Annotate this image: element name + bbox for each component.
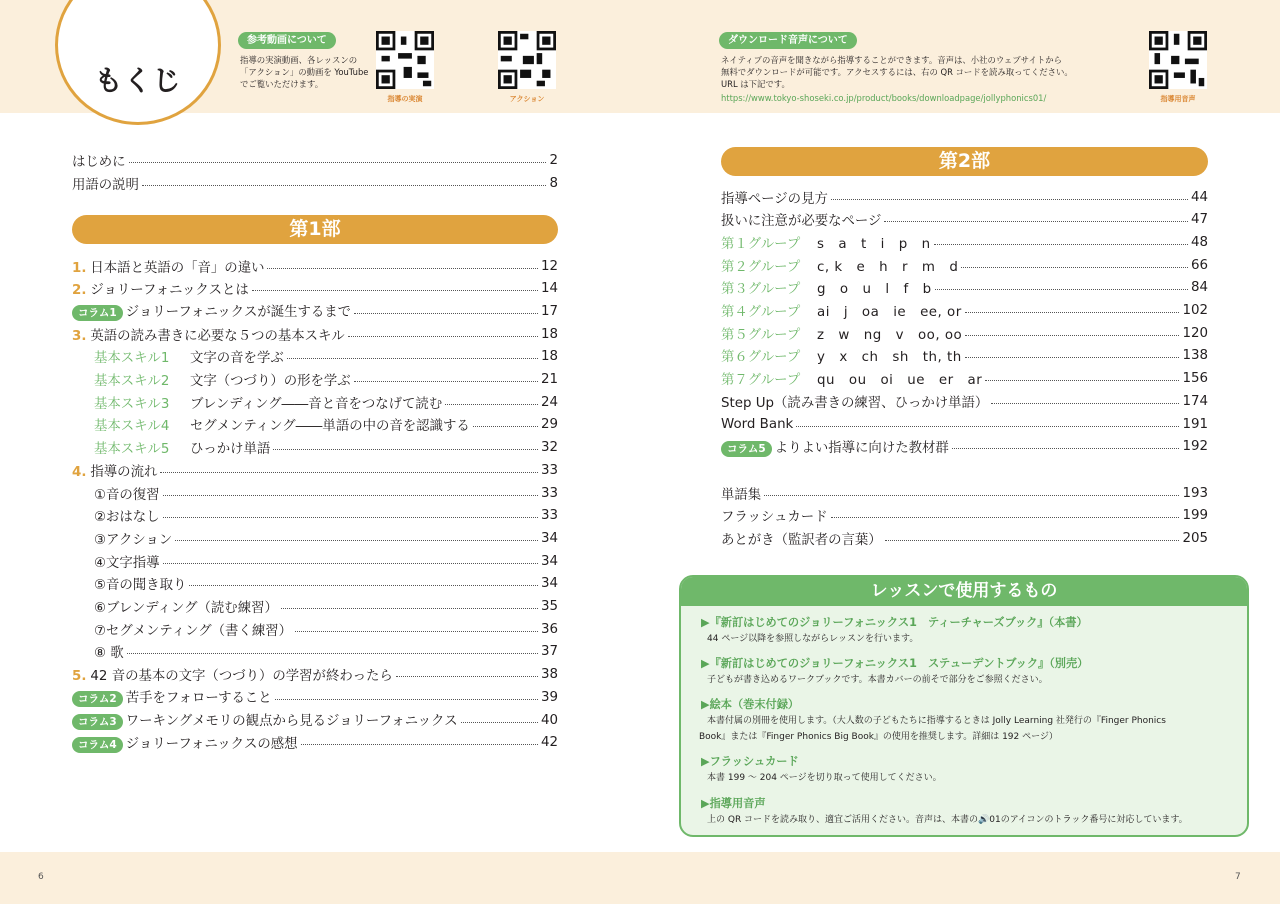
toc-page-number: 102 [1182, 303, 1208, 318]
toc-entry[interactable] [94, 437, 558, 459]
toc-entry-label: フラッシュカード [721, 510, 828, 526]
qr-code-teaching-demo[interactable] [376, 31, 434, 89]
toc-entry[interactable] [94, 391, 558, 413]
toc-entry-label: 基本スキル1 文字の音を学ぶ [94, 347, 284, 366]
toc-entry[interactable] [72, 732, 558, 754]
group-label: 第１グループ [721, 236, 801, 252]
lesson-item-title: ▶『新訂はじめてのジョリーフォニックス1 ステューデントブック』（別売） [701, 657, 1089, 670]
toc-page-number: 38 [540, 667, 558, 683]
download-label: ダウンロード音声について [719, 32, 857, 49]
group-label: 第４グループ [721, 305, 801, 320]
group-label: 第３グループ [721, 282, 801, 298]
toc-entry[interactable] [94, 596, 558, 618]
toc-page-number: 192 [1182, 439, 1208, 455]
leader-dots [396, 676, 538, 677]
toc-entry[interactable] [721, 505, 1208, 527]
part2-heading: 第2部 [721, 147, 1208, 176]
toc-entry-label: ⑥ブレンディング（読む練習） [94, 601, 278, 616]
leader-dots [252, 290, 538, 291]
toc-entry-label: 基本スキル5 ひっかけ単語 [94, 438, 270, 457]
toc-page-number: 42 [540, 735, 558, 751]
leader-dots [163, 517, 538, 518]
toc-entry-number: 1. [72, 260, 87, 276]
toc-entry-label: ③アクション [94, 532, 173, 548]
toc-entry[interactable] [721, 345, 1208, 367]
leader-dots [163, 563, 538, 564]
toc-entry-label [721, 256, 958, 275]
page-number-left: 6 [38, 872, 44, 882]
toc-entry[interactable] [94, 527, 558, 549]
leader-dots [796, 426, 1179, 427]
ref-video-desc-1: 指導の実演動画、各レッスンの [240, 55, 358, 65]
lesson-item-desc: Book』または『Finger Phonics Big Book』の使用を推奨します。詳細は 192 ページ） [699, 732, 1058, 742]
toc-entry[interactable] [94, 618, 558, 640]
toc-entry-label: コラム1 ジョリーフォニックスが誕生するまで [72, 301, 351, 321]
toc-entry[interactable] [94, 505, 558, 527]
toc-entry[interactable] [721, 436, 1208, 458]
toc-page-number: 34 [540, 553, 558, 569]
leader-dots [273, 449, 538, 450]
download-url[interactable]: https://www.tokyo-shoseki.co.jp/product/books/downloadpage/jollyphonics01/ [721, 93, 1047, 103]
toc-entry[interactable] [721, 277, 1208, 299]
toc-entry-label [721, 233, 931, 252]
leader-dots [295, 631, 538, 632]
toc-entry[interactable] [94, 414, 558, 436]
toc-entry-label: ⑧ 歌 [94, 646, 124, 662]
toc-page-number: 12 [540, 258, 558, 274]
toc-entry-label: 4. 指導の流れ [72, 464, 158, 480]
leader-dots [965, 357, 1180, 358]
toc-page-number: 138 [1182, 348, 1208, 364]
leader-dots [884, 221, 1188, 222]
phonics-letters: ai j oa ie ee, or [817, 305, 962, 320]
ref-video-desc-2: 「アクション」の動画を YouTube [240, 67, 369, 77]
toc-page-number: 40 [540, 712, 558, 728]
toc-entry[interactable] [72, 709, 558, 731]
leader-dots [831, 199, 1188, 200]
toc-entry[interactable] [72, 278, 558, 300]
part1-heading: 第1部 [72, 215, 558, 244]
phonics-letters: g o u l f b [817, 282, 932, 298]
toc-entry[interactable] [94, 369, 558, 391]
toc-page-number: 205 [1182, 530, 1208, 546]
toc-entry-number: 5. [72, 669, 87, 685]
toc-entry[interactable] [721, 186, 1208, 208]
leader-dots [473, 426, 538, 427]
skill-label: 基本スキル2 [94, 374, 170, 389]
toc-page-number: 191 [1182, 416, 1208, 432]
toc-entry[interactable]: はじめに 2 [72, 152, 558, 170]
leader-dots [348, 336, 538, 337]
toc-entry[interactable] [72, 686, 558, 708]
toc-entry[interactable] [72, 300, 558, 322]
leader-dots [267, 268, 537, 269]
download-desc-3: URL は下記です。 [721, 79, 790, 89]
toc-entry-label: 指導ページの見方 [721, 191, 828, 207]
toc-entry-label: 5. 42 音の基本の文字（つづり）の学習が終わったら [72, 669, 393, 685]
ref-video-desc-3: でご覧いただけます。 [240, 79, 324, 89]
toc-page-number: 33 [540, 485, 558, 501]
toc-entry-label: 基本スキル3 ブレンディング――音と音をつなげて読む [94, 393, 442, 412]
leader-dots [965, 335, 1179, 336]
qr-code-audio[interactable] [1149, 31, 1207, 89]
lesson-item-title: ▶『新訂はじめてのジョリーフォニックス1 ティーチャーズブック』（本書） [701, 616, 1088, 629]
column-badge: コラム3 [72, 714, 123, 730]
toc-entry-label: コラム5 よりよい指導に向けた教材群 [721, 437, 949, 457]
leader-dots [160, 472, 538, 473]
lesson-item-desc: 本書 199 ～ 204 ページを切り取って使用してください。 [707, 773, 942, 783]
download-desc-2: 無料でダウンロードが可能です。アクセスするには、右の QR コードを読み取ってください。 [721, 67, 1073, 77]
leader-dots [163, 495, 538, 496]
toc-entry-label [721, 324, 962, 343]
phonics-letters: s a t i p n [817, 236, 931, 252]
toc-entry-label: 基本スキル4 セグメンティング――単語の中の音を認識する [94, 415, 470, 434]
leader-dots [445, 404, 538, 405]
toc-entry-label [721, 301, 962, 320]
toc-entry[interactable]: 用語の説明 8 [72, 175, 558, 193]
toc-entry-number: 2. [72, 283, 87, 299]
leader-dots [885, 540, 1180, 541]
toc-entry-label: コラム2 苦手をフォローすること [72, 687, 272, 707]
toc-page-number: 39 [540, 689, 558, 705]
toc-page-number: 14 [540, 281, 558, 297]
group-label: 第２グループ [721, 259, 801, 275]
toc-entry[interactable] [721, 390, 1208, 412]
toc-entry[interactable] [94, 346, 558, 368]
column-badge: コラム4 [72, 737, 123, 753]
toc-entry-label: 基本スキル2 文字（つづり）の形を学ぶ [94, 370, 351, 389]
toc-entry-label: ④文字指導 [94, 555, 160, 571]
leader-dots [934, 244, 1188, 245]
toc-entry-label [721, 346, 962, 365]
download-desc-1: ネイティブの音声を聞きながら指導することができます。音声は、小社のウェブサイトから [721, 55, 1062, 65]
leader-dots [354, 313, 538, 314]
toc-entry-label: ②おはなし [94, 510, 160, 526]
toc-page-number: 199 [1182, 508, 1208, 524]
toc-entry[interactable] [72, 459, 558, 481]
lesson-materials-box [679, 575, 1249, 837]
toc-page-number: 34 [540, 530, 558, 546]
leader-dots [175, 540, 538, 541]
toc-page-number: 18 [540, 349, 558, 365]
leader-dots [935, 289, 1188, 290]
toc-page-number: 47 [1190, 212, 1208, 228]
leader-dots [287, 358, 538, 359]
leader-dots [127, 653, 538, 654]
leader-dots [301, 744, 538, 745]
page-number-right: 7 [1235, 872, 1241, 882]
leader-dots [991, 403, 1179, 404]
toc-entry[interactable] [721, 368, 1208, 390]
group-label: 第７グループ [721, 373, 801, 389]
leader-dots [985, 380, 1179, 381]
toc-entry[interactable] [94, 550, 558, 572]
lesson-item-title: ▶絵本（巻末付録） [701, 698, 800, 711]
toc-page-number: 34 [540, 576, 558, 592]
lesson-item-desc: 本書付属の別冊を使用します。（大人数の子どもたちに指導するときは Jolly Learning 社発行の『Finger Phonics [707, 716, 1166, 726]
toc-entry-number: 3. [72, 328, 87, 344]
toc-page-number: 120 [1182, 325, 1208, 341]
toc-entry-label: コラム4 ジョリーフォニックスの感想 [72, 733, 298, 753]
lesson-box-title: レッスンで使用するもの [681, 577, 1247, 606]
footer-band [0, 852, 1280, 904]
toc-entry[interactable] [94, 573, 558, 595]
skill-label: 基本スキル1 [94, 351, 170, 367]
toc-entry-label [721, 369, 982, 388]
toc-entry[interactable] [72, 664, 558, 686]
toc-entry-label: 単語集 [721, 487, 762, 503]
toc-entry-label: ⑤音の聞き取り [94, 578, 187, 594]
toc-entry-number: 4. [72, 464, 87, 480]
lesson-item-desc: 子どもが書き込めるワークブックです。本書カバーの前そで部分をご参照ください。 [707, 675, 1048, 685]
toc-entry-label: 扱いに注意が必要なページ [721, 214, 882, 230]
toc-entry[interactable] [72, 323, 558, 345]
toc-page-number: 17 [540, 303, 558, 319]
toc-entry-label: 2. ジョリーフォニックスとは [72, 283, 249, 299]
leader-dots [281, 608, 538, 609]
toc-page-number: 18 [540, 326, 558, 342]
skill-label: 基本スキル5 [94, 442, 170, 458]
page-title: もくじ [94, 64, 182, 97]
toc-entry[interactable] [72, 255, 558, 277]
skill-label: 基本スキル3 [94, 396, 170, 412]
toc-page-number: 36 [540, 621, 558, 637]
toc-entry-label: Word Bank [721, 416, 794, 432]
toc-page-number: 29 [540, 417, 558, 433]
toc-page-number: 37 [540, 644, 558, 660]
column-badge: コラム5 [721, 441, 772, 457]
toc-entry-label: ⑦セグメンティング（書く練習） [94, 623, 292, 639]
leader-dots [275, 699, 538, 700]
toc-entry[interactable] [94, 482, 558, 504]
toc-entry-label: Step Up（読み書きの練習、ひっかけ単語） [721, 395, 989, 411]
toc-entry[interactable] [721, 209, 1208, 231]
leader-dots [961, 267, 1188, 268]
phonics-letters: z w ng v oo, oo [817, 327, 963, 343]
leader-dots [831, 517, 1180, 518]
toc-entry-label: コラム3 ワーキングメモリの観点から見るジョリーフォニックス [72, 710, 458, 730]
lesson-item-title: ▶フラッシュカード [701, 755, 799, 768]
toc-entry[interactable] [721, 527, 1208, 549]
group-label: 第６グループ [721, 350, 801, 366]
toc-page-number: 48 [1190, 234, 1208, 250]
toc-page-number: 24 [540, 394, 558, 410]
toc-page-number: 156 [1182, 371, 1208, 387]
leader-dots [189, 585, 538, 586]
qr-label-teaching-demo: 指導の実演 [387, 95, 423, 103]
toc-entry[interactable] [721, 322, 1208, 344]
skill-label: 基本スキル4 [94, 419, 170, 435]
toc-entry-label: ①音の復習 [94, 487, 160, 503]
toc-entry[interactable] [721, 300, 1208, 322]
lesson-item-title: ▶指導用音声 [701, 797, 766, 810]
leader-dots [461, 722, 538, 723]
toc-entry[interactable] [721, 231, 1208, 253]
toc-page-number: 84 [1190, 280, 1208, 296]
toc-entry-label [721, 278, 932, 297]
phonics-letters: qu ou oi ue er ar [817, 373, 983, 389]
phonics-letters: y x ch sh th, th [817, 350, 962, 366]
qr-label-audio: 指導用音声 [1160, 95, 1196, 103]
toc-page-number: 174 [1182, 393, 1208, 409]
toc-entry[interactable] [721, 254, 1208, 276]
toc-entry[interactable] [721, 413, 1208, 435]
lesson-item-desc: 44 ページ以降を参照しながらレッスンを行います。 [707, 634, 919, 644]
leader-dots [965, 312, 1180, 313]
toc-entry-label: 3. 英語の読み書きに必要な５つの基本スキル [72, 328, 345, 344]
toc-page-number: 33 [540, 462, 558, 478]
toc-page-number: 21 [540, 372, 558, 387]
phonics-letters: c, k e h r m d [817, 259, 959, 275]
leader-dots [952, 448, 1180, 449]
column-badge: コラム2 [72, 691, 123, 707]
column-badge: コラム1 [72, 305, 123, 321]
toc-page-number: 33 [540, 508, 558, 524]
toc-page-number: 44 [1190, 189, 1208, 205]
toc-page-number: 35 [540, 599, 558, 614]
leader-dots [764, 495, 1179, 496]
qr-label-action: アクション [509, 95, 545, 103]
toc-entry[interactable] [94, 641, 558, 663]
toc-entry[interactable] [721, 482, 1208, 504]
lesson-item-desc: 上の QR コードを読み取り、適宜ご活用ください。音声は、本書の🔊01のアイコンのトラック番号に対応しています。 [707, 815, 1188, 825]
toc-page-number: 193 [1182, 485, 1208, 501]
ref-video-label: 参考動画について [238, 32, 336, 49]
leader-dots [354, 381, 538, 382]
toc-entry-label: あとがき（監訳者の言葉） [721, 532, 882, 548]
qr-code-action[interactable] [498, 31, 556, 89]
toc-page-number: 66 [1190, 257, 1208, 273]
toc-entry-label: 1. 日本語と英語の「音」の違い [72, 260, 265, 276]
group-label: 第５グループ [721, 327, 801, 343]
toc-page-number: 32 [540, 440, 558, 456]
